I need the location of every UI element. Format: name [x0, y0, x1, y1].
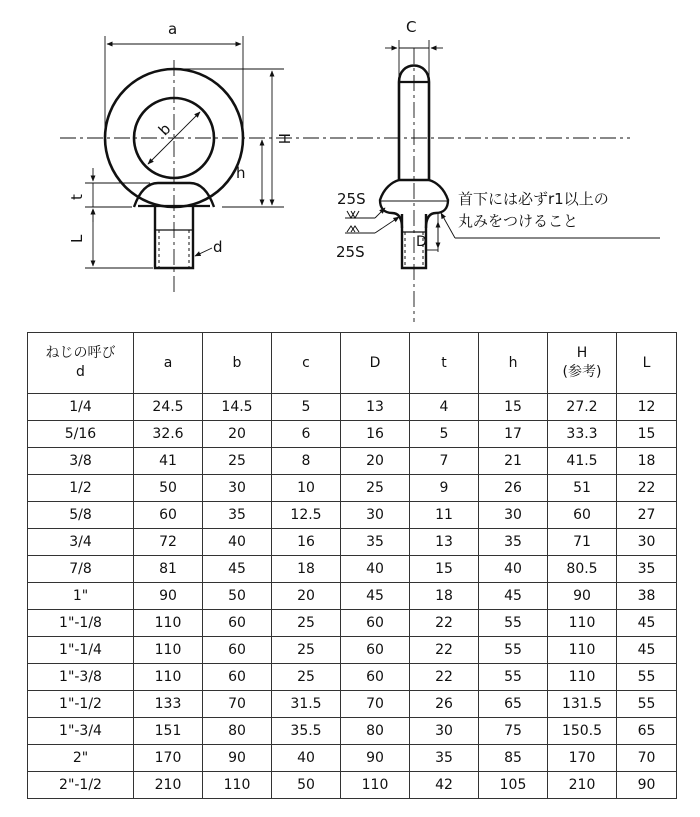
- cell-H: 27.2: [548, 394, 617, 421]
- cell-h: 55: [479, 664, 548, 691]
- header-d: [28, 333, 134, 394]
- cell-b: 60: [203, 664, 272, 691]
- cell-L: 12: [617, 394, 677, 421]
- cell-a: 72: [134, 529, 203, 556]
- cell-H: 90: [548, 583, 617, 610]
- finish-lower: 25S: [336, 243, 365, 261]
- cell-H: 110: [548, 637, 617, 664]
- cell-d: 1"-3/8: [28, 664, 134, 691]
- cell-a: 210: [134, 772, 203, 799]
- cell-D: 20: [341, 448, 410, 475]
- cell-c: 16: [272, 529, 341, 556]
- cell-t: 4: [410, 394, 479, 421]
- cell-D: 60: [341, 664, 410, 691]
- label-b: b: [154, 119, 175, 140]
- cell-D: 16: [341, 421, 410, 448]
- cell-L: 90: [617, 772, 677, 799]
- cell-b: 40: [203, 529, 272, 556]
- finish-upper: 25S: [337, 190, 366, 208]
- cell-b: 30: [203, 475, 272, 502]
- cell-b: 35: [203, 502, 272, 529]
- cell-t: 30: [410, 718, 479, 745]
- cell-b: 50: [203, 583, 272, 610]
- cell-t: 5: [410, 421, 479, 448]
- cell-L: 65: [617, 718, 677, 745]
- cell-c: 50: [272, 772, 341, 799]
- cell-D: 110: [341, 772, 410, 799]
- cell-h: 26: [479, 475, 548, 502]
- cell-c: 6: [272, 421, 341, 448]
- cell-b: 14.5: [203, 394, 272, 421]
- cell-L: 15: [617, 421, 677, 448]
- cell-b: 110: [203, 772, 272, 799]
- cell-D: 30: [341, 502, 410, 529]
- note-line2: 丸みをつけること: [458, 212, 579, 230]
- cell-c: 10: [272, 475, 341, 502]
- table-row: [28, 718, 677, 745]
- cell-L: 27: [617, 502, 677, 529]
- cell-a: 133: [134, 691, 203, 718]
- dimension-table: [27, 332, 677, 799]
- cell-b: 20: [203, 421, 272, 448]
- eye-bolt-drawing: [0, 0, 700, 330]
- cell-L: 70: [617, 745, 677, 772]
- note-line1: 首下には必ずr1以上の: [458, 190, 609, 208]
- cell-h: 40: [479, 556, 548, 583]
- cell-c: 5: [272, 394, 341, 421]
- cell-H: 131.5: [548, 691, 617, 718]
- table-header-row: [28, 333, 677, 394]
- cell-H: 210: [548, 772, 617, 799]
- cell-D: 70: [341, 691, 410, 718]
- header-L: L: [617, 333, 677, 394]
- header-d-line1: ねじの呼び: [45, 345, 116, 361]
- cell-c: 12.5: [272, 502, 341, 529]
- cell-b: 45: [203, 556, 272, 583]
- cell-t: 42: [410, 772, 479, 799]
- cell-a: 50: [134, 475, 203, 502]
- cell-D: 60: [341, 610, 410, 637]
- cell-D: 35: [341, 529, 410, 556]
- table-row: [28, 421, 677, 448]
- cell-h: 55: [479, 610, 548, 637]
- cell-d: 5/16: [28, 421, 134, 448]
- cell-L: 38: [617, 583, 677, 610]
- cell-t: 13: [410, 529, 479, 556]
- cell-a: 41: [134, 448, 203, 475]
- cell-D: 90: [341, 745, 410, 772]
- cell-H: 41.5: [548, 448, 617, 475]
- label-D: D: [416, 234, 427, 250]
- cell-a: 90: [134, 583, 203, 610]
- header-t: t: [410, 333, 479, 394]
- cell-H: 80.5: [548, 556, 617, 583]
- cell-a: 170: [134, 745, 203, 772]
- cell-a: 110: [134, 610, 203, 637]
- label-H: H: [275, 133, 293, 145]
- cell-D: 40: [341, 556, 410, 583]
- header-c: c: [272, 333, 341, 394]
- cell-c: 31.5: [272, 691, 341, 718]
- cell-H: 51: [548, 475, 617, 502]
- cell-c: 35.5: [272, 718, 341, 745]
- cell-L: 55: [617, 664, 677, 691]
- table-row: [28, 664, 677, 691]
- cell-d: 3/4: [28, 529, 134, 556]
- header-H-line2: (参考): [562, 364, 602, 380]
- cell-h: 45: [479, 583, 548, 610]
- cell-c: 18: [272, 556, 341, 583]
- cell-t: 9: [410, 475, 479, 502]
- table-row: [28, 502, 677, 529]
- cell-t: 18: [410, 583, 479, 610]
- cell-L: 55: [617, 691, 677, 718]
- cell-H: 60: [548, 502, 617, 529]
- cell-h: 85: [479, 745, 548, 772]
- cell-D: 13: [341, 394, 410, 421]
- label-L: L: [68, 234, 86, 243]
- cell-c: 25: [272, 664, 341, 691]
- cell-H: 110: [548, 610, 617, 637]
- cell-L: 35: [617, 556, 677, 583]
- cell-c: 25: [272, 637, 341, 664]
- cell-h: 75: [479, 718, 548, 745]
- cell-b: 90: [203, 745, 272, 772]
- cell-d: 1"-3/4: [28, 718, 134, 745]
- table-row: [28, 448, 677, 475]
- cell-b: 60: [203, 610, 272, 637]
- cell-a: 32.6: [134, 421, 203, 448]
- cell-t: 15: [410, 556, 479, 583]
- header-H: [548, 333, 617, 394]
- cell-a: 110: [134, 664, 203, 691]
- cell-d: 2": [28, 745, 134, 772]
- header-H-line1: H: [576, 345, 588, 361]
- side-view: [345, 40, 660, 322]
- cell-d: 7/8: [28, 556, 134, 583]
- cell-t: 22: [410, 664, 479, 691]
- cell-D: 45: [341, 583, 410, 610]
- cell-d: 2"-1/2: [28, 772, 134, 799]
- table-row: [28, 637, 677, 664]
- table-row: [28, 394, 677, 421]
- cell-c: 25: [272, 610, 341, 637]
- cell-L: 45: [617, 610, 677, 637]
- cell-d: 1/4: [28, 394, 134, 421]
- cell-H: 170: [548, 745, 617, 772]
- cell-c: 20: [272, 583, 341, 610]
- cell-h: 35: [479, 529, 548, 556]
- cell-h: 105: [479, 772, 548, 799]
- cell-L: 45: [617, 637, 677, 664]
- cell-L: 18: [617, 448, 677, 475]
- cell-H: 150.5: [548, 718, 617, 745]
- table-row: [28, 529, 677, 556]
- cell-h: 55: [479, 637, 548, 664]
- header-h: h: [479, 333, 548, 394]
- cell-h: 15: [479, 394, 548, 421]
- cell-d: 1"-1/8: [28, 610, 134, 637]
- cell-H: 71: [548, 529, 617, 556]
- cell-t: 22: [410, 637, 479, 664]
- table-row: [28, 610, 677, 637]
- table-row: [28, 772, 677, 799]
- cell-d: 1/2: [28, 475, 134, 502]
- cell-t: 22: [410, 610, 479, 637]
- table-row: [28, 745, 677, 772]
- cell-H: 33.3: [548, 421, 617, 448]
- cell-b: 60: [203, 637, 272, 664]
- cell-d: 1"-1/2: [28, 691, 134, 718]
- cell-L: 22: [617, 475, 677, 502]
- table-body: [28, 394, 677, 799]
- side-view-labels: [336, 18, 609, 261]
- header-D: D: [341, 333, 410, 394]
- label-C: C: [406, 18, 417, 36]
- header-b: b: [203, 333, 272, 394]
- label-d: d: [213, 238, 223, 256]
- cell-c: 8: [272, 448, 341, 475]
- cell-b: 25: [203, 448, 272, 475]
- cell-d: 1"-1/4: [28, 637, 134, 664]
- cell-a: 110: [134, 637, 203, 664]
- cell-b: 70: [203, 691, 272, 718]
- cell-D: 80: [341, 718, 410, 745]
- cell-b: 80: [203, 718, 272, 745]
- label-h: h: [236, 164, 246, 182]
- label-t: t: [68, 194, 86, 200]
- cell-D: 60: [341, 637, 410, 664]
- cell-t: 7: [410, 448, 479, 475]
- cell-d: 5/8: [28, 502, 134, 529]
- cell-t: 26: [410, 691, 479, 718]
- header-d-line2: d: [76, 364, 85, 380]
- cell-c: 40: [272, 745, 341, 772]
- cell-L: 30: [617, 529, 677, 556]
- table-row: [28, 556, 677, 583]
- cell-D: 25: [341, 475, 410, 502]
- table-row: [28, 691, 677, 718]
- cell-h: 17: [479, 421, 548, 448]
- cell-a: 24.5: [134, 394, 203, 421]
- cell-a: 151: [134, 718, 203, 745]
- cell-t: 11: [410, 502, 479, 529]
- header-a: a: [134, 333, 203, 394]
- cell-a: 60: [134, 502, 203, 529]
- cell-H: 110: [548, 664, 617, 691]
- cell-t: 35: [410, 745, 479, 772]
- cell-h: 65: [479, 691, 548, 718]
- label-a: a: [168, 20, 178, 38]
- table-row: [28, 475, 677, 502]
- table-row: [28, 583, 677, 610]
- cell-d: 1": [28, 583, 134, 610]
- cell-h: 21: [479, 448, 548, 475]
- cell-a: 81: [134, 556, 203, 583]
- cell-h: 30: [479, 502, 548, 529]
- cell-d: 3/8: [28, 448, 134, 475]
